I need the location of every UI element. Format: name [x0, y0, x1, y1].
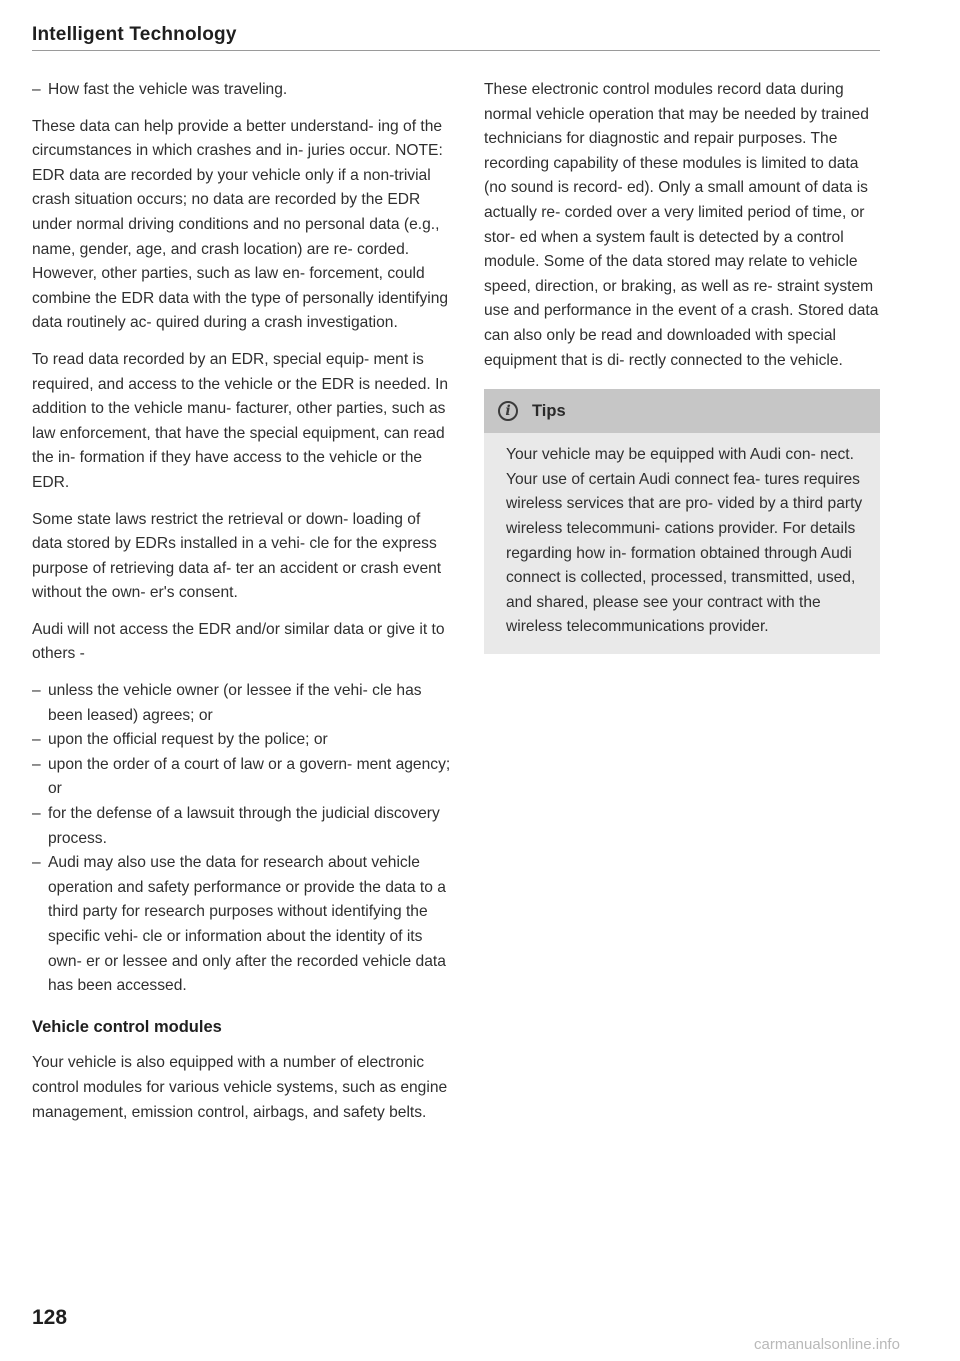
list-item-text: for the defense of a lawsuit through the judicial discovery process. [48, 805, 440, 847]
list-item [32, 802, 452, 851]
list-item [32, 728, 452, 753]
header-divider [32, 50, 880, 51]
list-item [32, 851, 452, 999]
bullet-dash: – [32, 731, 41, 749]
bullet-dash: – [32, 854, 41, 872]
body-paragraph: Audi will not access the EDR and/or similar data or give it to others - [32, 620, 445, 663]
bullet-dash: – [32, 755, 41, 773]
list-item [32, 753, 452, 802]
left-column [32, 78, 452, 1137]
body-paragraph: These electronic control modules record data during normal vehicle operation that may be needed by trained technicians for diagnostic and repair purposes. The recording capability of these modules is limited to data (no sound is record- ed). Only a small amount of data is actually re- corded over a very limited period of time, or stor- ed when a system fault is detected by a control module. Some of the data stored may relate to vehicle speed, direction, or braking, as well as re- straint system use and performance in the event of a crash. Stored data can also only be read and downloaded with special equipment that is di- rectly connected to the vehicle. [484, 81, 879, 369]
watermark: carmanualsonline.info [754, 1336, 900, 1353]
tips-header [484, 389, 880, 433]
list-item [32, 78, 452, 103]
bullet-dash: – [32, 805, 41, 823]
tips-title: Tips [532, 401, 566, 420]
tips-body: Your vehicle may be equipped with Audi con- nect. Your use of certain Audi connect fea- tures requires wireless services that are pro- vided by a third party wireless telecommuni- cations provider. For details regarding how in- formation obtained through Audi connect is collected, processed, transmitted, used, and shared, please see your contract with the wireless telecommunications provider. [506, 446, 863, 636]
list-item-text: How fast the vehicle was traveling. [48, 81, 288, 98]
section-heading: Vehicle control modules [32, 1017, 222, 1036]
bullet-list [32, 679, 452, 999]
right-column [484, 78, 880, 654]
body-paragraph: These data can help provide a better understand- ing of the circumstances in which crashes and in- juries occur. NOTE: EDR data are recorded by your vehicle only if a non-trivial crash situation occurs; no data are recorded by the EDR under normal driving conditions and no personal data (e.g., name, gender, age, and crash location) are re- corded. However, other parties, such as law en- forcement, could combine the EDR data with the type of personally identifying data routinely ac- quired during a crash investigation. [32, 117, 449, 332]
bullet-dash: – [32, 682, 41, 700]
body-paragraph: Some state laws restrict the retrieval or down- loading of data stored by EDRs installed in a vehi- cle for the express purpose of retrieving data af- ter an accident or crash event without the own- er's consent. [32, 510, 442, 602]
list-item-text: upon the order of a court of law or a govern- ment agency; or [48, 755, 451, 798]
info-icon: i [498, 401, 518, 421]
tips-box [484, 389, 880, 654]
body-paragraph: To read data recorded by an EDR, special equip- ment is required, and access to the vehicle or the EDR is needed. In addition to the vehicle manu- facturer, other parties, such as law enforcement, that have the special equipment, can read the in- formation if they have access to the vehicle or the EDR. [32, 350, 449, 491]
body-paragraph: Your vehicle is also equipped with a number of electronic control modules for various vehicle systems, such as engine management, emission control, airbags, and safety belts. [32, 1054, 448, 1121]
page-number: 128 [32, 1306, 68, 1329]
list-item-text: unless the vehicle owner (or lessee if the vehi- cle has been leased) agrees; or [48, 682, 422, 724]
list-item-text: upon the official request by the police; or [48, 731, 328, 749]
bullet-dash: – [32, 81, 41, 98]
list-item [32, 679, 452, 728]
page-header-title: Intelligent Technology [32, 24, 237, 45]
list-item-text: Audi may also use the data for research about vehicle operation and safety performance or provide the data to a third party for research purposes without identifying the specific vehi- cle or information about the identity of its own- er or lessee and only after the recorded vehicle data has been accessed. [48, 854, 446, 995]
